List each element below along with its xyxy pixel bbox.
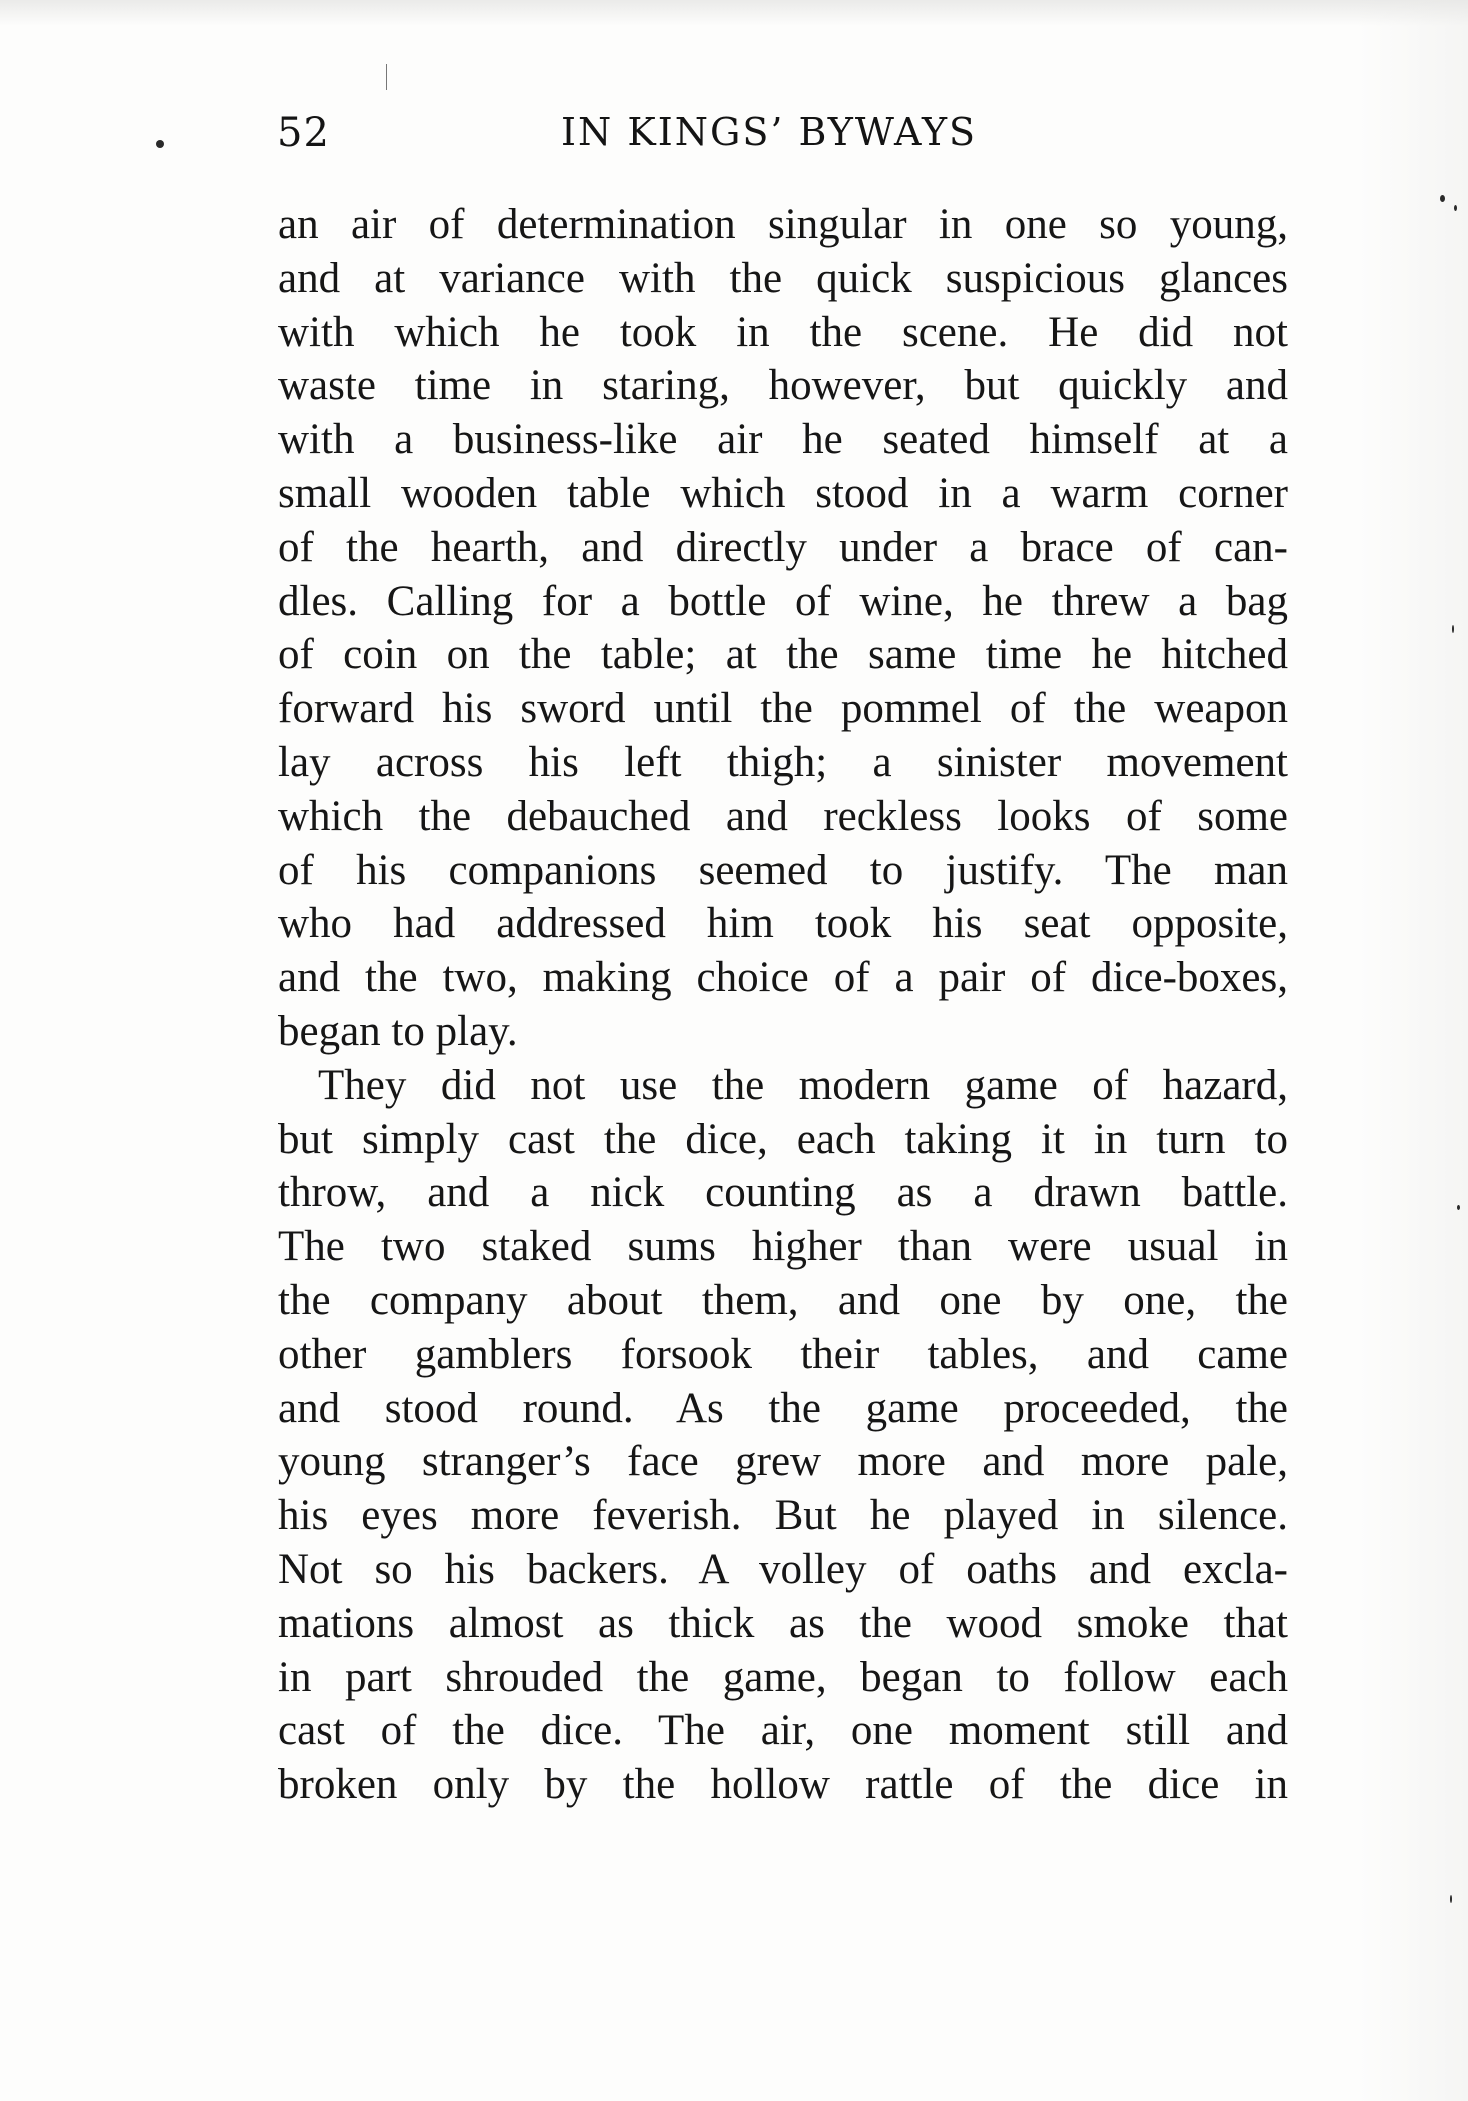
page-number: 52 xyxy=(277,110,330,156)
running-header xyxy=(277,110,1287,170)
text-line: dles. Calling for a bottle of wine, he threw a bag xyxy=(278,577,1288,625)
text-line: and stood round. As the game proceeded, the xyxy=(278,1384,1288,1432)
running-title: IN KINGS’ BYWAYS xyxy=(561,110,978,154)
text-line: The two staked sums higher than were usual in xyxy=(278,1223,1288,1271)
scan-speck xyxy=(156,140,164,148)
text-line: They did not use the modern game of hazard, xyxy=(318,1061,1288,1109)
scan-margin-shading xyxy=(1358,0,1468,2101)
text-line: with which he took in the scene. He did not xyxy=(278,308,1288,356)
text-line: other gamblers forsook their tables, and came xyxy=(278,1330,1288,1378)
text-line: forward his sword until the pommel of the weapon xyxy=(278,685,1288,733)
text-line: of the hearth, and directly under a brace of can- xyxy=(278,523,1288,571)
text-line: which the debauched and reckless looks of some xyxy=(278,792,1288,840)
scan-speck xyxy=(1440,195,1445,202)
scan-speck xyxy=(1454,205,1457,211)
text-line: young stranger’s face grew more and more pale, xyxy=(278,1438,1288,1486)
scan-edge-shadow xyxy=(0,0,1468,26)
paragraph xyxy=(278,198,1288,1059)
text-line: with a business-like air he seated himself at a xyxy=(278,416,1288,464)
text-line: began to play. xyxy=(278,1007,518,1055)
text-line: lay across his left thigh; a sinister movement xyxy=(278,738,1288,786)
text-line: an air of determination singular in one so young, xyxy=(278,201,1288,248)
text-line: broken only by the hollow rattle of the dice in xyxy=(278,1761,1288,1809)
text-line: in part shrouded the game, began to follow each xyxy=(278,1653,1288,1701)
scan-speck xyxy=(1450,1895,1452,1903)
text-line: his eyes more feverish. But he played in silence. xyxy=(278,1492,1288,1540)
text-line: who had addressed him took his seat opposite, xyxy=(278,900,1288,948)
text-line: and at variance with the quick suspicious glances xyxy=(278,254,1288,302)
text-line: cast of the dice. The air, one moment still and xyxy=(278,1707,1288,1755)
text-line: of his companions seemed to justify. The man xyxy=(278,846,1288,894)
text-line: mations almost as thick as the wood smoke that xyxy=(278,1599,1288,1647)
scan-speck xyxy=(1452,625,1454,633)
text-line: waste time in staring, however, but quickly and xyxy=(278,362,1288,410)
text-line: Not so his backers. A volley of oaths and excla- xyxy=(278,1545,1288,1593)
text-line: the company about them, and one by one, the xyxy=(278,1276,1288,1324)
scan-speck xyxy=(386,64,387,90)
text-line: of coin on the table; at the same time he hitched xyxy=(278,631,1288,679)
text-line: small wooden table which stood in a warm corner xyxy=(278,469,1288,517)
text-line: but simply cast the dice, each taking it in turn to xyxy=(278,1115,1288,1163)
text-line: throw, and a nick counting as a drawn battle. xyxy=(278,1169,1288,1217)
paragraph xyxy=(278,1059,1288,1812)
body-text xyxy=(278,198,1288,1812)
scan-speck xyxy=(1457,1205,1460,1210)
text-line: and the two, making choice of a pair of dice-boxes, xyxy=(278,954,1288,1002)
